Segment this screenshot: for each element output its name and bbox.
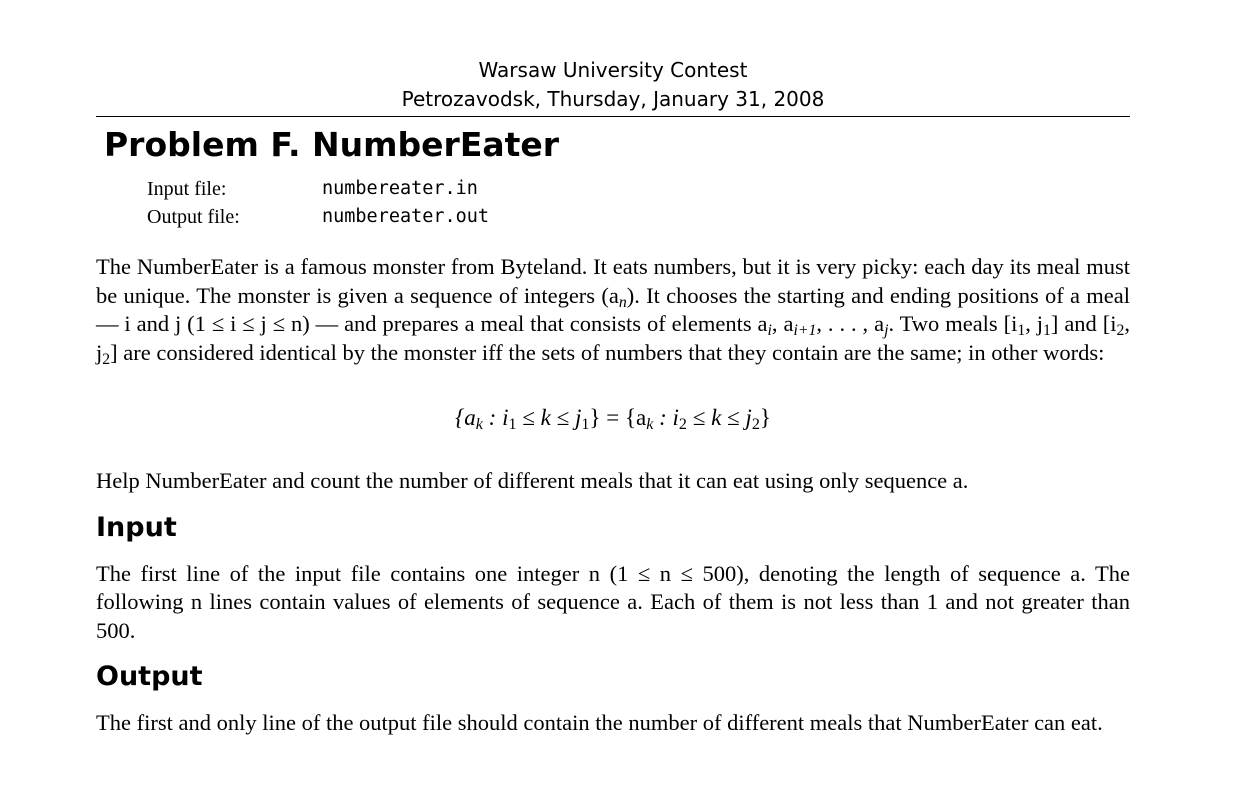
input-file-row	[147, 175, 1130, 203]
statement-part4: ] are considered identical by the monster iff the sets of numbers that they contain are the same; in other words:	[110, 339, 1105, 365]
statement-elements-mid: , . . . , a	[816, 311, 885, 336]
help-text: Help NumberEater and count the number of different meals that it can eat using only sequence a.	[96, 468, 969, 493]
formula-left-open: {a	[455, 405, 476, 430]
contest-header	[96, 0, 1130, 114]
output-heading: Output	[96, 661, 203, 692]
formula-sub-k2: k	[646, 416, 654, 434]
formula-sub-2a: 2	[678, 416, 687, 434]
input-file-label: Input file:	[147, 178, 227, 200]
statement-part1: The NumberEater is a famous monster from Byteland. It eats numbers, but it is very picky: each day its meal must be unique. The monster is given a sequence of integers (a	[96, 254, 1130, 308]
contest-name: Warsaw University Contest	[478, 58, 748, 82]
output-file-row	[147, 203, 1130, 231]
subscript-j: j	[884, 321, 889, 339]
formula-range-1: ≤ k ≤ j	[516, 405, 582, 430]
file-info	[147, 175, 1130, 231]
statement-part2: ). It chooses the starting and ending positions of a meal — i and j (1 ≤ i ≤ j ≤ n) — and prepares a meal that consists of elements a	[96, 282, 1130, 336]
input-file-name: numbereater.in	[322, 178, 478, 199]
statement-elements-tail: , a	[771, 311, 794, 336]
formula-sub-k1: k	[475, 416, 483, 434]
input-heading: Input	[96, 511, 177, 543]
input-description: The first line of the input file contains one integer n (1 ≤ n ≤ 500), denoting the length of sequence a. The following n lines contain values of elements of sequence a. Each of them is not less than 1 and not greater than 500.	[96, 560, 1130, 643]
statement-comma-j-1: , j	[1025, 311, 1044, 336]
formula-sub-1a: 1	[508, 416, 517, 434]
formula-range-2: ≤ k ≤ j	[686, 405, 752, 430]
formula-sub-1b: 1	[581, 416, 590, 434]
formula-colon-i-2: : i	[653, 405, 679, 430]
problem-page	[96, 0, 1130, 738]
output-file-label: Output file:	[147, 206, 240, 228]
output-file-name: numbereater.out	[322, 206, 490, 227]
subscript-1a: 1	[1017, 321, 1026, 339]
output-description: The first and only line of the output file should contain the number of different meals that NumberEater can eat.	[96, 710, 1103, 735]
set-equality-formula	[96, 403, 1130, 433]
statement-meal-join: ] and [i	[1050, 311, 1117, 336]
contest-location-date: Petrozavodsk, Thursday, January 31, 2008	[401, 87, 825, 111]
formula-equals: } = {a	[589, 405, 647, 430]
header-divider	[96, 116, 1130, 117]
statement-part3: . Two meals [i	[888, 311, 1018, 336]
formula-colon-i-1: : i	[482, 405, 509, 430]
problem-title: Problem F. NumberEater	[104, 125, 560, 164]
formula-close: }	[759, 405, 771, 430]
subscript-2b: 2	[102, 350, 111, 368]
subscript-i-plus-1: i+1	[793, 321, 817, 339]
statement-comma-j-2: , j	[96, 311, 1130, 365]
problem-statement	[96, 253, 1130, 367]
subscript-1b: 1	[1043, 321, 1051, 339]
subscript-2a: 2	[1116, 321, 1125, 339]
subscript-n: n	[618, 293, 627, 311]
formula-sub-2b: 2	[751, 416, 760, 434]
subscript-i: i	[767, 321, 772, 339]
